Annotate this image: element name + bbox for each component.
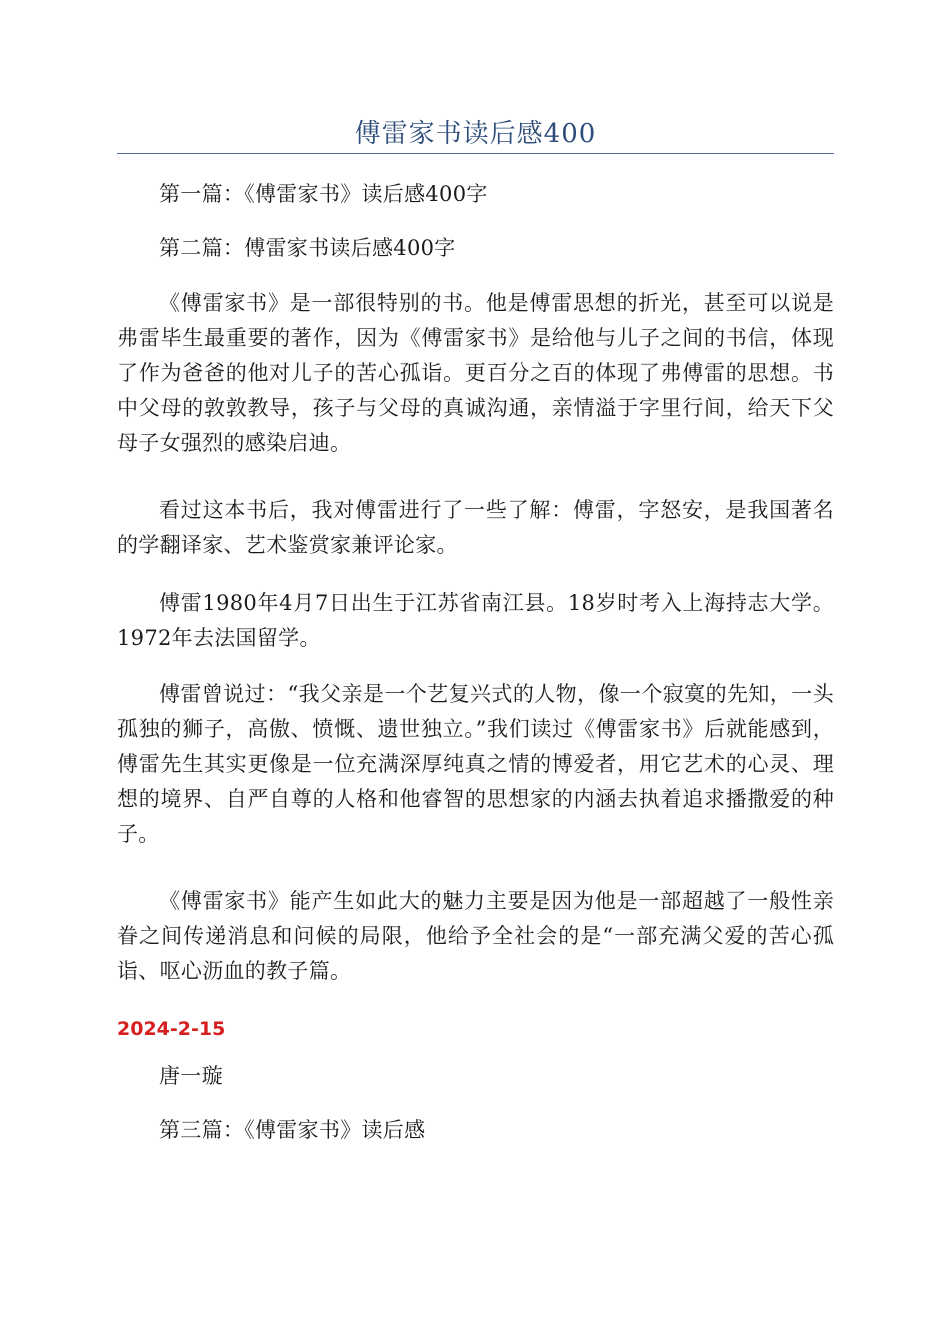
paragraph-intro: 《傅雷家书》是一部很特别的书。他是傅雷思想的折光，甚至可以说是弗雷毕生最重要的著作，因为《傅雷家书》是给他与儿子之间的书信，体现了作为爸爸的他对儿子的苦心孤诣。更百分之百的体现了弗傅雷的思想。书中父母的敦敦教导，孩子与父母的真诚沟通，亲情溢于字里行间，给天下父母子女强烈的感染启迪。 (117, 291, 834, 455)
heading-third: 第三篇：《傅雷家书》读后感 (159, 1118, 426, 1142)
paragraph-quote: 傅雷曾说过：“我父亲是一个艺复兴式的人物，像一个寂寞的先知，一头孤独的狮子，高傲、愤慨、遗世独立。”我们读过《傅雷家书》后就能感到，傅雷先生其实更像是一位充满深厚纯真之情的博爱者，用它艺术的心灵、理想的境界、自严自尊的人格和他睿智的思想家的内涵去执着追求播撒爱的种子。 (117, 682, 834, 846)
paragraph-about: 看过这本书后，我对傅雷进行了一些了解：傅雷，字怒安，是我国著名的学翻译家、艺术鉴赏家兼评论家。 (117, 498, 834, 557)
paragraph-conclusion: 《傅雷家书》能产生如此大的魅力主要是因为他是一部超越了一般性亲眷之间传递消息和问候的局限，他给予全社会的是“一部充满父爱的苦心孤诣、呕心沥血的教子篇。 (117, 889, 834, 983)
document-page (117, 0, 834, 1344)
heading-second: 第二篇：傅雷家书读后感400字 (159, 236, 456, 260)
title-underline (117, 153, 834, 154)
date-stamp: 2024-2-15 (117, 1018, 226, 1040)
author-name: 唐一璇 (159, 1064, 223, 1088)
heading-first: 第一篇：《傅雷家书》读后感400字 (159, 182, 488, 206)
paragraph-bio: 傅雷1980年4月7日出生于江苏省南江县。18岁时考入上海持志大学。1972年去法国留学。 (117, 591, 834, 650)
document-title: 傅雷家书读后感400 (354, 119, 597, 149)
